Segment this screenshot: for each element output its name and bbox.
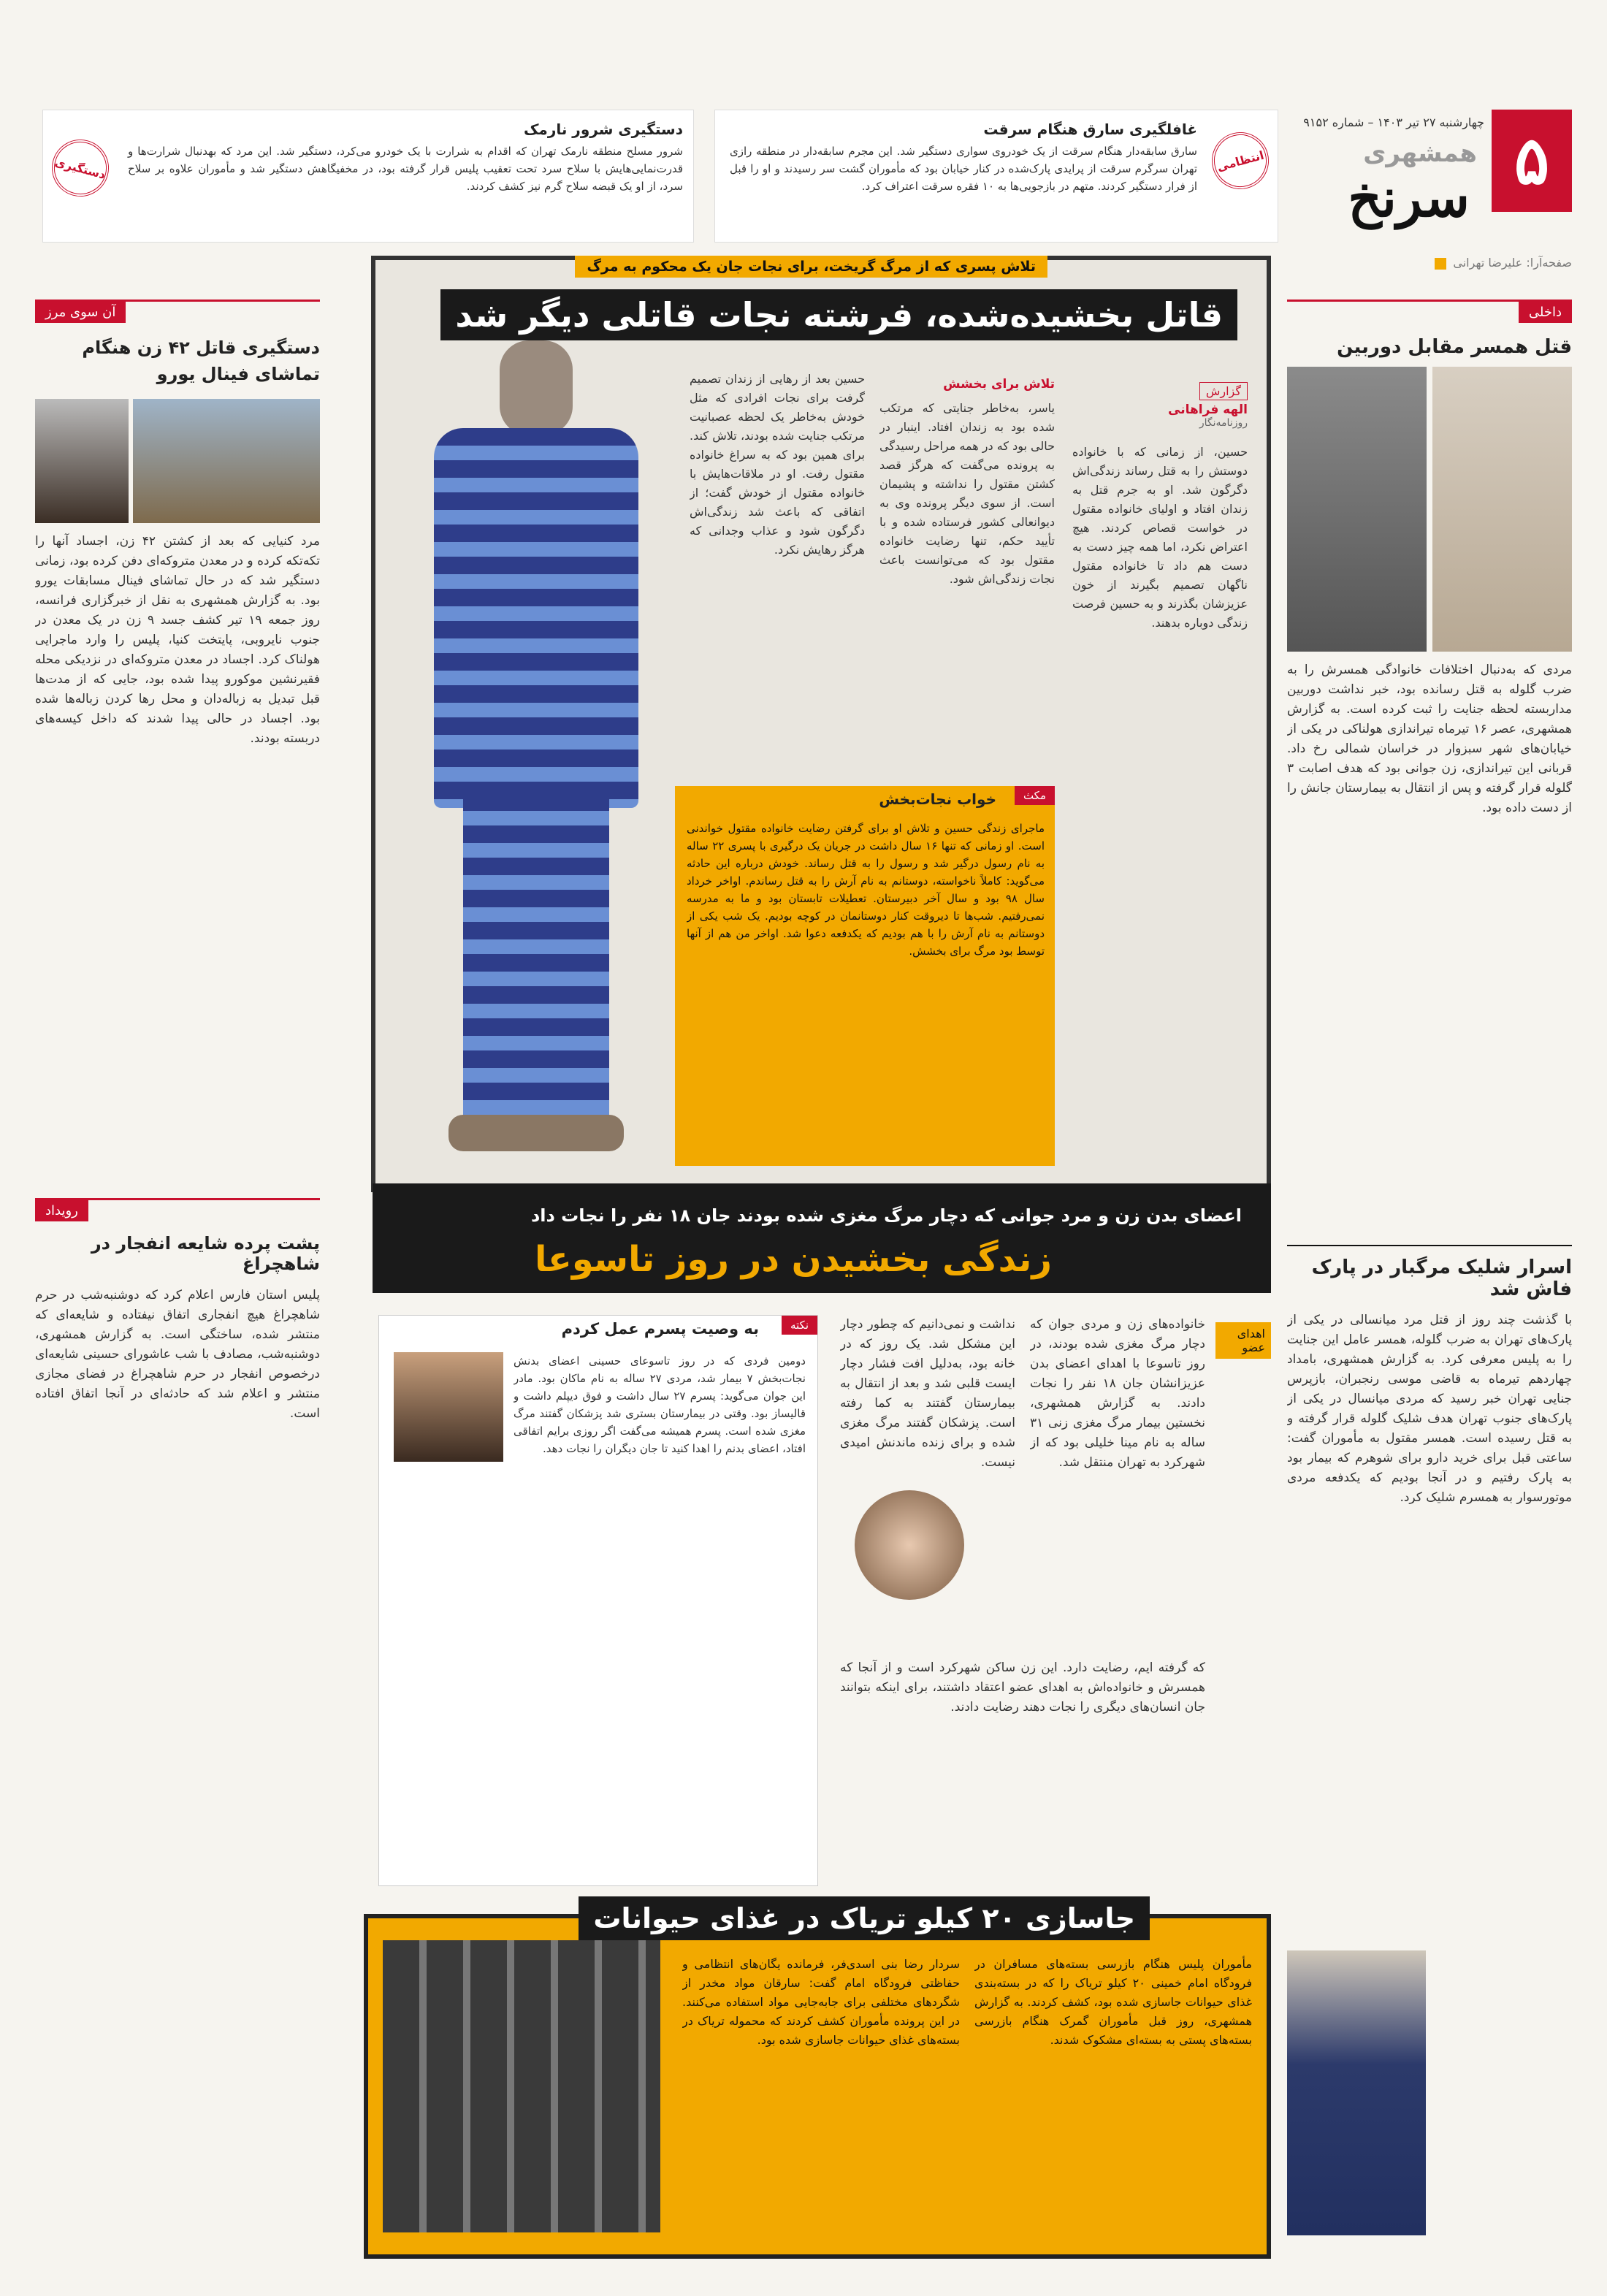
prisoner-photo [419, 340, 697, 1166]
sidebar-body: ماجرای زندگی حسین و تلاش او برای گرفتن رضایت خانواده مقتول خواندنی است. او زمانی که تنها ۱۶ سال داشت در جریان یک درگیری با پسری ۲۲ ساله به نام رسول درگیر شد و رسول را به قتل رساند. خودش درباره این حادثه می‌گوید: کاملاً ناخواسته، دوستانم به نام آرش را به قتل رساندم. اواخر خرداد سال ۹۸ بود و سال آخر دبیرستان. تعطیلات تابستان بود و ما به مدرسه نمی‌رفتیم. شب‌ها تا دیروقت کنار دوستانمان در کوچه بودیم. یک شب یکی از دوستانم به نام آرش را با هم بودیم که یکدفعه دعوا شد. اواخر من هم از آنها توسط بود مرگ برای بخشش. [687, 822, 1045, 958]
story-camera-body: مردی که به‌دنبال اختلافات خانوادگی همسرش را به ضرب گلوله به قتل رسانده بود، خبر نداشت دوربین مداربسته لحظه جنایت را ثبت کرده است. به گزارش همشهری، عصر ۱۶ تیرماه تیراندازی هولناکی در یکی از خیابان‌های شهر سبزوار در خراسان شمالی رخ داد. قربانی این تیراندازی، زن جوانی بود که هدف اصابت ۳ گلوله قرار گرفته و پس از انتقال به بیمارستان جانش را از دست داده بود. [1287, 663, 1572, 815]
kenya-title: دستگیری قاتل ۴۲ زن هنگام تماشای فینال یورو [82, 337, 320, 384]
brief-robbery-title: غافلگیری سارق هنگام سرقت [983, 121, 1197, 138]
brief-arrest-stamp: دستگیری [45, 133, 115, 203]
brief-arrest [42, 110, 694, 243]
suspect-photo [1432, 367, 1572, 652]
feature-col2: نداشت و نمی‌دانیم که چطور دچار این مشکل شد. یک روز که در خانه بود، به‌دلیل افت فشار دچار ایست قلبی شد و بعد از انتقال به بیمارستان گفتند به کما رفته است. پزشکان گفتند مرگ مغزی شده و برای زنده ماندنش امیدی نیست. [840, 1317, 1015, 1470]
story-park-title: اسرار شلیک مرگبار در پارک فاش شد [1311, 1256, 1572, 1300]
man-photo [394, 1352, 503, 1462]
note-tag: نکته [782, 1316, 817, 1335]
opium-body-2: سردار رضا بنی اسدی‌فر، فرمانده یگان‌های انتظامی و حفاظتی فرودگاه امام گفت: سارقان مواد مخدر از شگردهای مختلفی برای جابه‌جایی مواد استفاده می‌کنند. در این پرونده مأموران کشف کردند که محموله تریاک در بسته‌های غذای حیوانات جاسازی شده بود. [682, 1957, 960, 2047]
main-body-col3: حسین بعد از رهایی از زندان تصمیم گرفت برای نجات افرادی که مثل خودش به‌خاطر یک لحظه عصبانیت مرتکب جنایت شده بودند، تلاش کند. برای همین بود که به سراغ خانواده مقتول رفت. او در ملاقات‌هایش با خانواده مقتول از خودش گفت؛ از اتفاقی که باعث شد زندگی‌اش دگرگون شود و عذاب وجدانی که هرگز رهایش نکرد. [690, 372, 865, 557]
editor-line [1435, 256, 1572, 270]
feature-headline: زندگی بخشیدن در روز تاسوعا [535, 1239, 1052, 1280]
report-tag [1102, 384, 1248, 429]
opium-headline: جاسازی ۲۰ کیلو تریاک در غذای حیوانات [579, 1896, 1150, 1940]
right-column [1287, 300, 1572, 2243]
editor-line-text: صفحه‌آرا: علیرضا تهرانی [1453, 256, 1572, 270]
cctv-photo [1287, 367, 1427, 652]
park-suspect-photo [1287, 1950, 1426, 2235]
opium-feature [364, 1902, 1271, 2259]
main-story [371, 256, 1271, 1192]
main-body-col1: حسین، از زمانی که با خانواده دوستش را به قتل رساند زندگی‌اش دگرگون شد. او به جرم قتل به زندان افتاد و اولیای خانواده مقتول در خواست قصاص کردند. هیچ اعتراض نکرد، اما همه چیز دست به دست هم داد تا خانواده مقتول ناگهان تصمیم بگیرند از خون عزیزشان بگذرند و به حسین فرصت زندگی دوباره بدهند. [1072, 445, 1248, 630]
brief-arrest-title: دستگیری شرور نارمک [523, 121, 683, 138]
main-body-col2: یاسر، به‌خاطر جنایتی که مرتکب شده بود به زندان افتاد. اینبار در حالی بود که در همه مراحل رسیدگی به پرونده می‌گفت که هرگز قصد کشتن مقتول را نداشته و پشیمان است. از سوی دیگر پرونده وی به دیوانعالی کشور فرستاده شده و با تأیید حکم، تنها رضایت خانواده مقتول بود که می‌توانست باعث نجات زندگی‌اش شود. [879, 401, 1055, 586]
feature-col1: خانواده‌های زن و مردی جوان که دچار مرگ مغزی شده بودند، در روز تاسوعا با اهدای اعضای بدن عزیزانشان جان ۱۸ نفر را نجات دادند. به گزارش همشهری، نخستین بیمار مرگ مغزی زنی ۳۱ ساله به نام مینا خلیلی بود که از شهرکرد به تهران منتقل شد. [1030, 1317, 1205, 1470]
feature-banner [373, 1183, 1271, 1293]
kenya-body: مرد کنیایی که بعد از کشتن ۴۲ زن، اجساد آنها را تکه‌تکه کرده و در معدن متروکه‌ای دفن کرده بود، زمانی دستگیر شد که در حال تماشای فینال مسابقات یورو بود. به گزارش همشهری به نقل از خبرگزاری فرانسه، روز جمعه ۱۹ تیر کشف جسد ۹ زن در یک معدن در جنوب نایروبی، پایتخت کنیا، پلیس را وارد ماجرایی هولناک کرد. اجساد در معدن متروکه‌ای در نزدیکی محله فقیرنشین موکورو پیدا شده بود، جایی که از مدت‌ها قبل تبدیل به زباله‌دان و محل رها کردن زباله‌ها شده بود. اجساد در حالی پیدا شدند که داخل کیسه‌های دربسته بودند. [35, 534, 320, 746]
note-title: به وصیت پسرم عمل کردم [561, 1320, 759, 1338]
section-tag-domestic: داخلی [1519, 302, 1572, 323]
opium-body-1: مأموران پلیس هنگام بازرسی بسته‌های مسافران در فرودگاه امام خمینی ۲۰ کیلو تریاک را که در بسته‌بندی غذای حیوانات جاسازی شده بود، کشف کردند. به گزارش همشهری، روز قبل مأموران گمرک هنگام بازرسی بسته‌های پستی به بسته‌ای مشکوک شدند. [974, 1957, 1252, 2047]
feature-tag: اهدای عضو [1215, 1322, 1271, 1359]
brief-robbery-body: سارق سابقه‌دار هنگام سرقت از یک خودروی سواری دستگیر شد. این مجرم سابقه‌دار در منطقه رازی تهران سرگرم سرقت از پرایدی پارک‌شده در کنار خیابان بود که مأموران گشت سر رسیدند و او را قبل از فرار دستگیر کردند. متهم در بازجویی‌ها به ۱۰ فقره سرقت اعتراف کرد. [730, 145, 1197, 193]
sidebar-box [675, 786, 1055, 1166]
sidebar-tag: مکث [1015, 786, 1055, 805]
shahcheragh-body: پلیس استان فارس اعلام کرد که دوشنبه‌شب در حرم شاهچراغ هیچ انفجاری اتفاق نیفتاده و شایعه‌ای که منتشر شده، ساختگی است. به گزارش همشهری، دوشنبه‌شب، مصادف با شب عاشورای حسینی شایعه‌ای درخصوص انفجار در حرم شاهچراغ در فضای مجازی منتشر و اعلام شد که حادثه‌ای در آنجا اتفاق افتاده است. [35, 1288, 320, 1421]
shahcheragh-title: پشت پرده شایعه انفجار در شاهچراغ [91, 1233, 320, 1274]
feature-col3: که گرفته ایم، رضایت دارد. این زن ساکن شهرکرد است و از آنجا که همسرش و خانواده‌اش به اهدای عضو اعتقاد داشتند، برای اینکه بتوانند جان انسان‌های دیگری را نجات دهند رضایت دادند. [840, 1660, 1205, 1715]
brief-robbery-stamp: انتظامی [1205, 126, 1275, 196]
report-tag-label: گزارش [1199, 382, 1248, 400]
crowd-photo [133, 399, 320, 523]
feature-kicker: اعضای بدن زن و مرد جوانی که دچار مرگ مغزی شده بودند جان ۱۸ نفر را نجات داد [530, 1205, 1242, 1226]
section-tag-abroad: آن سوی مرز [35, 302, 126, 323]
note-box [378, 1315, 818, 1886]
story-camera-title: قتل همسر مقابل دوربین [1337, 336, 1572, 358]
main-kicker: تلاش پسری که از مرگ گریخت، برای نجات جان یک محکوم به مرگ [575, 256, 1047, 278]
note-body: دومین فردی که در روز تاسوعای حسینی اعضای بدنش نجات‌بخش ۷ بیمار شد، مردی ۲۷ ساله به نام ماکان بود. مادر این جوان می‌گوید: پسرم ۲۷ سال داشت و فوق دیپلم داشت و قالیساز بود. وقتی در بیمارستان بستری شد پزشکان گفتند مرگ مغزی شده است. پسرم همیشه می‌گفت اگر روزی برایم اتفاقی افتاد، اعضای بدنم را اهدا کنید تا جان دیگران را نجات دهد. [514, 1354, 806, 1455]
section-logo: سرنخ [1348, 167, 1470, 229]
story-park-body: با گذشت چند روز از قتل مرد میانسالی در یکی از پارک‌های تهران به ضرب گلوله، همسر عامل این جنایت را به پلیس معرفی کرد. به گزارش همشهری، بامداد چهاردهم تیرماه به قاضی موسی رنجبران، بازپرس جنایی تهران خبر رسید که مردی میانسال در یکی از پارک‌های جنوب تهران هدف شلیک گلوله قرار گرفته و به قتل رسیده است. همسر مقتول به مأموران گفت: ساعتی قبل برای خرید دارو برای شوهرم که بیمار بود به پارک رفتیم و در آنجا بودیم که یکدفعه مردی موتورسوار به همسرم شلیک کرد. [1287, 1313, 1572, 1505]
suspect-kenya-photo [35, 399, 129, 523]
paper-name: همشهری [1363, 139, 1477, 168]
main-subhead: تلاش برای بخشش [943, 377, 1055, 392]
brief-arrest-body: شرور مسلح منطقه نارمک تهران که اقدام به شرارت با یک خودرو می‌کرد، دستگیر شد. این مرد که بهدنبال شرارت‌ها و قدرت‌نمایی‌هایش با سلاح سرد تحت تعقیب پلیس قرار گرفته بود، در مخفیگاهش دستگیر شد و مأموران علاوه بر سلاح سرد، از او یک قبضه سلاح گرم نیز کشف کردند. [128, 145, 683, 193]
main-headline: قاتل بخشیده‌شده، فرشته نجات قاتلی دیگر شد [440, 289, 1237, 340]
page-number: ۵ [1492, 110, 1572, 212]
woman-photo [855, 1490, 964, 1600]
masthead [1287, 110, 1572, 270]
section-tag-event: رویداد [35, 1200, 88, 1221]
brief-robbery [714, 110, 1278, 243]
sidebar-title: خواب نجات‌بخش [879, 790, 996, 808]
left-column [35, 300, 320, 1191]
opium-packages-photo [383, 1940, 660, 2232]
author-name: الهه فراهانی [1168, 403, 1248, 417]
date-line: چهارشنبه ۲۷ تیر ۱۴۰۳ – شماره ۹۱۵۲ [1303, 115, 1484, 129]
author-role: روزنامه‌نگار [1199, 417, 1248, 429]
left-column-2 [35, 1198, 320, 2243]
